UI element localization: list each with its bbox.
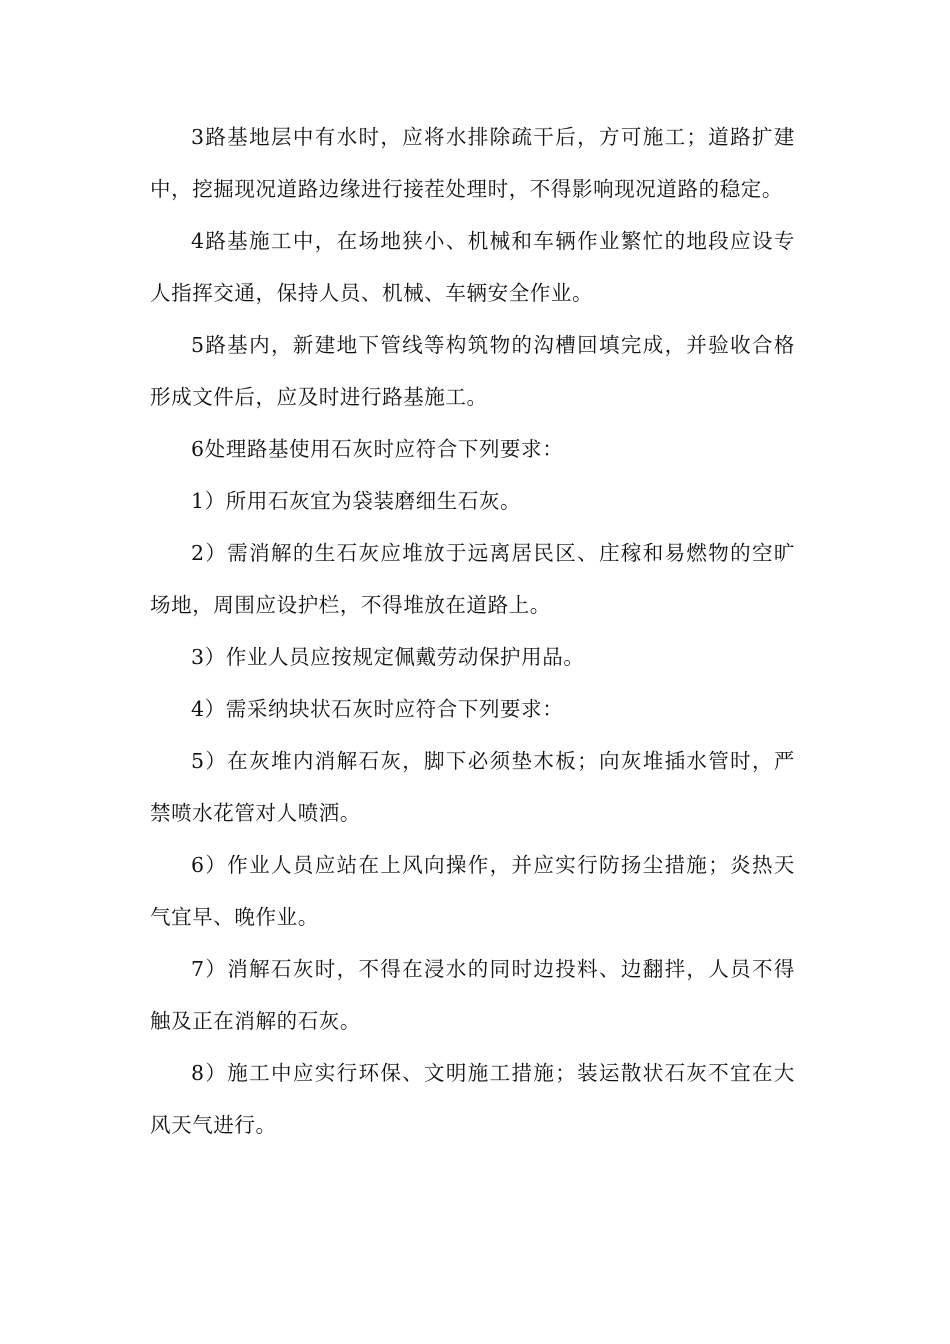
paragraph-4-traffic-control: 4路基施工中，在场地狭小、机械和车辆作业繁忙的地段应设专人指挥交通，保持人员、机械、车辆安全作业。 <box>150 229 795 305</box>
paragraph-3-groundwater: 3路基地层中有水时，应将水排除疏干后，方可施工；道路扩建中，挖掘现况道路边缘进行接茬处理时，不得影响现况道路的稳定。 <box>150 125 795 201</box>
list-item-8: 8）施工中应实行环保、文明施工措施；装运散状石灰不宜在大风天气进行。 <box>150 1061 795 1137</box>
document-body <box>150 111 795 1151</box>
list-item-2: 2）需消解的生石灰应堆放于远离居民区、庄稼和易燃物的空旷场地，周围应设护栏，不得堆放在道路上。 <box>150 541 795 617</box>
list-item-7: 7）消解石灰时，不得在浸水的同时边投料、边翻拌，人员不得触及正在消解的石灰。 <box>150 957 795 1033</box>
list-item-3: 3）作业人员应按规定佩戴劳动保护用品。 <box>191 645 585 669</box>
list-item-4: 4）需采纳块状石灰时应符合下列要求： <box>191 697 564 721</box>
paragraph-5-pipeline-backfill: 5路基内，新建地下管线等构筑物的沟槽回填完成，并验收合格形成文件后，应及时进行路基施工。 <box>150 333 795 409</box>
list-item-5: 5）在灰堆内消解石灰，脚下必须垫木板；向灰堆插水管时，严禁喷水花管对人喷洒。 <box>150 749 795 825</box>
list-item-6: 6）作业人员应站在上风向操作，并应实行防扬尘措施；炎热天气宜早、晚作业。 <box>150 853 795 929</box>
list-item-1: 1）所用石灰宜为袋装磨细生石灰。 <box>191 489 522 513</box>
paragraph-6-lime-requirements: 6处理路基使用石灰时应符合下列要求： <box>191 437 564 461</box>
